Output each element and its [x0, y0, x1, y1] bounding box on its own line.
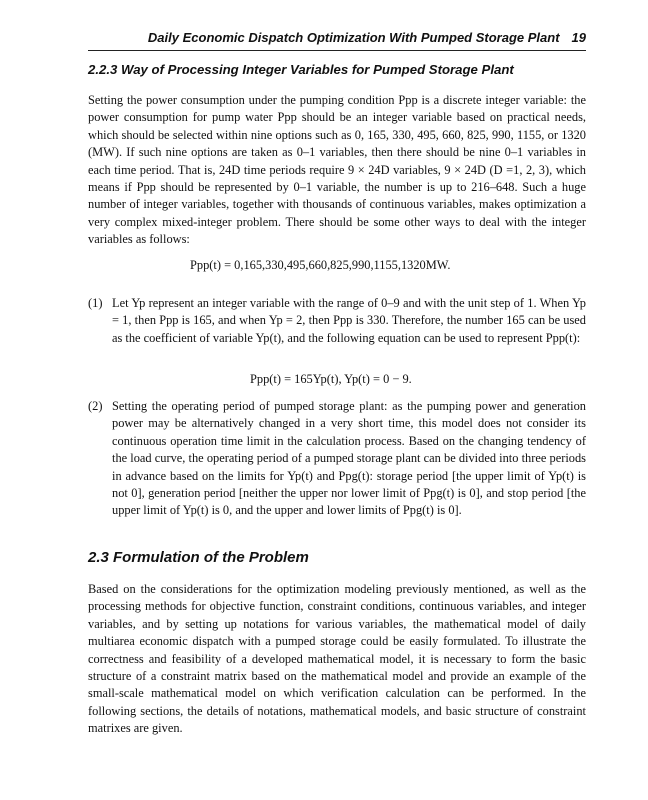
equation-ppp-yp: Ppp(t) = 165Yp(t), Yp(t) = 0 − 9.: [250, 372, 412, 386]
section-2-2-3-intro: Setting the power consumption under the pumping condition Ppp is a discrete integer variable: the power consumption for pump water Ppp should be an integer variable based on practical needs, which should be selected within nine options such as 0, 165, 330, 495, 660, 825, 990, 1155, or 1320 (MW). If such nine options are taken as 0–1 variables, then there should be nine 0–1 variables in each time period. That is, 24D time periods require 9 × 24D variables, 9 × 24D (D =1, 2, 3), which means if Ppp should be represented by 0–1 variable, the number is up to 216–648. Such a huge number of integer variables, together with thousands of continuous variables, makes optimization a very complex mixed-integer problem. There should be some other ways to deal with the integer variables as follows:: [88, 93, 586, 247]
running-header: [88, 30, 586, 51]
list-marker: (2): [88, 399, 103, 413]
equation-ppp-options: Ppp(t) = 0,165,330,495,660,825,990,1155,1320MW.: [190, 258, 451, 272]
list-item-1: [88, 295, 586, 347]
page-number: 19: [571, 30, 586, 45]
running-title: Daily Economic Dispatch Optimization With Pumped Storage Plant: [147, 30, 560, 45]
list-item-2: [88, 398, 586, 520]
section-2-3-heading: 2.3 Formulation of the Problem: [88, 549, 309, 566]
section-2-2-3-heading: 2.2.3 Way of Processing Integer Variables for Pumped Storage Plant: [88, 62, 514, 77]
list-marker: (1): [88, 296, 103, 310]
list-item-text: Let Yp represent an integer variable with the range of 0–9 and with the unit step of 1. When Yp = 1, then Ppp is 165, and when Yp = 2, then Ppp is 330. Therefore, the number 165 can be used as the coefficient of variable Yp(t), and the following equation can be used to represent Ppp(t):: [112, 296, 586, 345]
list-item-text: Setting the operating period of pumped storage plant: as the pumping power and generation power may be alternatively changed in a very short time, this model does not consider its continuous operation time limit in the calculation process. Based on the changing tendency of the load curve, the operating period of a pumped storage plant can be divided into three periods in advance based on the limits for Yp(t) and Ppg(t): storage period [the upper limit of Yp(t) is not 0], generation period [neither the upper nor lower limit of Ppg(t) is 0], and stop period [the upper limit of Yp(t) is 0, and the upper and lower limits of Ppg(t) is 0].: [112, 399, 586, 518]
section-2-3-body: Based on the considerations for the optimization modeling previously mentioned, as well as the processing methods for objective function, constraint conditions, continuous variables, and integer variables, and by setting up notations for various variables, the mathematical model of daily multiarea economic dispatch with a pumped storage could be easily formulated. To illustrate the correctness and feasibility of a developed mathematical model, it is necessary to form the basic structure of a constraint matrix based on the mathematical model and provide an example of the small-scale mathematical model on which verification calculation can be performed. In the following sections, the details of notations, mathematical models, and basic structure of constraint matrixes are given.: [88, 582, 586, 736]
